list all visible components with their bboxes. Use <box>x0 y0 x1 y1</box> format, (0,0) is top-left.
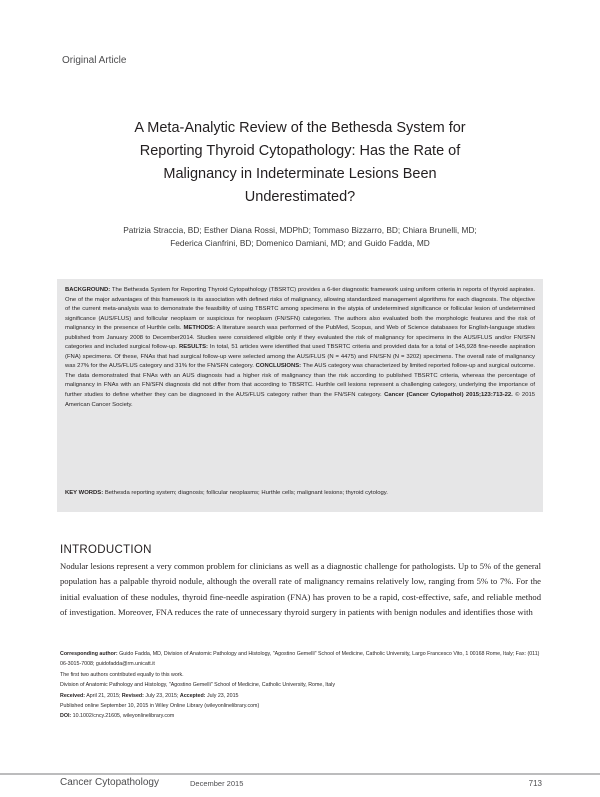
keywords-label: KEY WORDS: <box>65 490 104 496</box>
accepted-label: Accepted: <box>179 692 206 699</box>
article-type-label: Original Article <box>62 55 127 66</box>
journal-name: Cancer Cytopathology <box>60 777 159 788</box>
background-text: The Bethesda System for Reporting Thyroid Cytopathology (TBSRTC) provides a 6-tier diagnostic framework using uniform criteria in reports of thyroid aspirates. One of the major advantages of this framework is its association with defined risks of malignancy, allowing standardized management algorithms for each diagnosis. The objective of the current meta-analysis was to demonstrate the feasibility of using TBSRTC among specimens in the atypia of undetermined significance or follicular lesion of undetermined significance (AUS/FLUS) and follicular neoplasm or suspicious for neoplasm (FN/SFN) categories. The authors also evaluated both the morphologic features and the risk of malignancy in the presence of Hurthle cells. <box>65 287 535 332</box>
doi-note <box>60 711 541 721</box>
introduction-body: Nodular lesions represent a very common problem for clinicians as well as a diagnostic challenge for pathologists. Up to 5% of the general population has a palpable thyroid nodule, although the overall rate of malignancy remains relatively low, ranging from 5% to 7%. For the initial evaluation of these nodules, thyroid fine-needle aspiration (FNA) has proven to be a rapid, cost-effective, safe, and reliable method of investigation. Moreover, FNA reduces the rate of unnecessary thyroid surgery in patients with benign nodules and identifies those with <box>60 561 541 617</box>
methods-text: A literature search was performed of the PubMed, Scopus, and Web of Science databases for English-language studies published from January 2008 to December2014. Studies were considered eligible only if they evaluated the risk of malignancy for specimens in the AUS/FLUS and/or FN/SFN categories and included surgical follow-up. <box>65 325 535 351</box>
abstract-box <box>57 279 543 512</box>
title-line: Malignancy in Indeterminate Lesions Been <box>163 166 437 182</box>
revised-label: Revised: <box>121 692 144 699</box>
results-label: RESULTS: <box>178 344 208 351</box>
title-line: Reporting Thyroid Cytopathology: Has the Rate of <box>139 143 461 159</box>
conclusions-text: The AUS category was characterized by limited reported follow-up and surgical outcome. The data demonstrated that FNAs with an AUS diagnosis had a higher risk of malignancy than the risk according to published TBSRTC criteria, whereas the percentage of malignancy in FNAs with an FN/SFN diagnosis did not differ from that according to TBSRTC. Hurthle cell lesions represent a challenging category, underlying the importance of further studies to define whether they can be diagnosed in the AUS/FLUS category rather than the FN/SFN category. <box>65 363 535 399</box>
results-text: In total, 51 articles were identified that used TBSRTC criteria and provided data for a total of 145,928 fine-needle aspiration (FNA) specimens. Of these, FNAs that had surgical follow-up were selected among the AUS/FLUS (N = 4475) and FN/SFN (N = 3202) specimens. The overall rate of malignancy was 27% for the AUS/FLUS category and 31% for the FN/SFN category. <box>65 344 535 370</box>
accepted-date: July 23, 2015 <box>205 692 239 699</box>
dates-note <box>60 691 541 701</box>
received-date: April 21, 2015; <box>85 692 122 699</box>
keywords-text: Bethesda reporting system; diagnosis; follicular neoplasms; Hurthle cells; malignant lesions; thyroid cytology. <box>103 490 388 496</box>
corresponding-author-label: Corresponding author: <box>60 651 118 657</box>
author-line: Federica Cianfrini, BD; Domenico Damiani, MD; and Guido Fadda, MD <box>170 238 430 248</box>
article-title <box>60 117 540 209</box>
background-label: BACKGROUND: <box>65 287 111 293</box>
doi-label: DOI: <box>60 713 72 720</box>
revised-date: July 23, 2015; <box>143 692 180 699</box>
equal-contribution-note: The first two authors contributed equally to this work. <box>60 671 184 678</box>
introduction-heading: INTRODUCTION <box>60 544 152 556</box>
title-line: Underestimated? <box>244 189 356 205</box>
copyright: © 2015 American Cancer Society. <box>65 392 536 408</box>
received-label: Received: <box>60 692 86 699</box>
corresponding-author-text: Guido Fadda, MD, Division of Anatomic Pathology and Histology, "Agostino Gemelli" School of Medicine, Catholic University, Largo Francesco Vito, 1 00168 Rome, Italy; Fax: (011) 06-3015-7008; guidofadda@rm.unicatt.it <box>60 651 540 668</box>
corresponding-author-note <box>60 649 541 670</box>
author-list <box>60 224 540 250</box>
abstract-text <box>65 286 535 410</box>
author-line: Patrizia Straccia, BD; Esther Diana Rossi, MDPhD; Tommaso Bizzarro, BD; Chiara Brunelli, MD; <box>123 225 477 235</box>
doi-text: 10.1002/cncy.21605, wileyonlinelibrary.com <box>71 713 175 720</box>
title-line: A Meta-Analytic Review of the Bethesda System for <box>134 120 466 136</box>
footnotes <box>60 649 541 722</box>
conclusions-label: CONCLUSIONS: <box>255 363 302 370</box>
footer-rule <box>0 773 600 775</box>
issue-date: December 2015 <box>190 779 244 788</box>
affiliation-note: Division of Anatomic Pathology and Histology, "Agostino Gemelli" School of Medicine, Catholic University, Rome, Italy <box>60 682 336 689</box>
published-online-note: Published online September 10, 2015 in Wiley Online Library (wileyonlinelibrary.com) <box>60 703 260 710</box>
methods-label: METHODS: <box>183 325 215 332</box>
citation: Cancer (Cancer Cytopathol) 2015;123:713-22. <box>384 392 513 399</box>
keywords <box>65 489 535 498</box>
page-number: 713 <box>528 779 542 788</box>
